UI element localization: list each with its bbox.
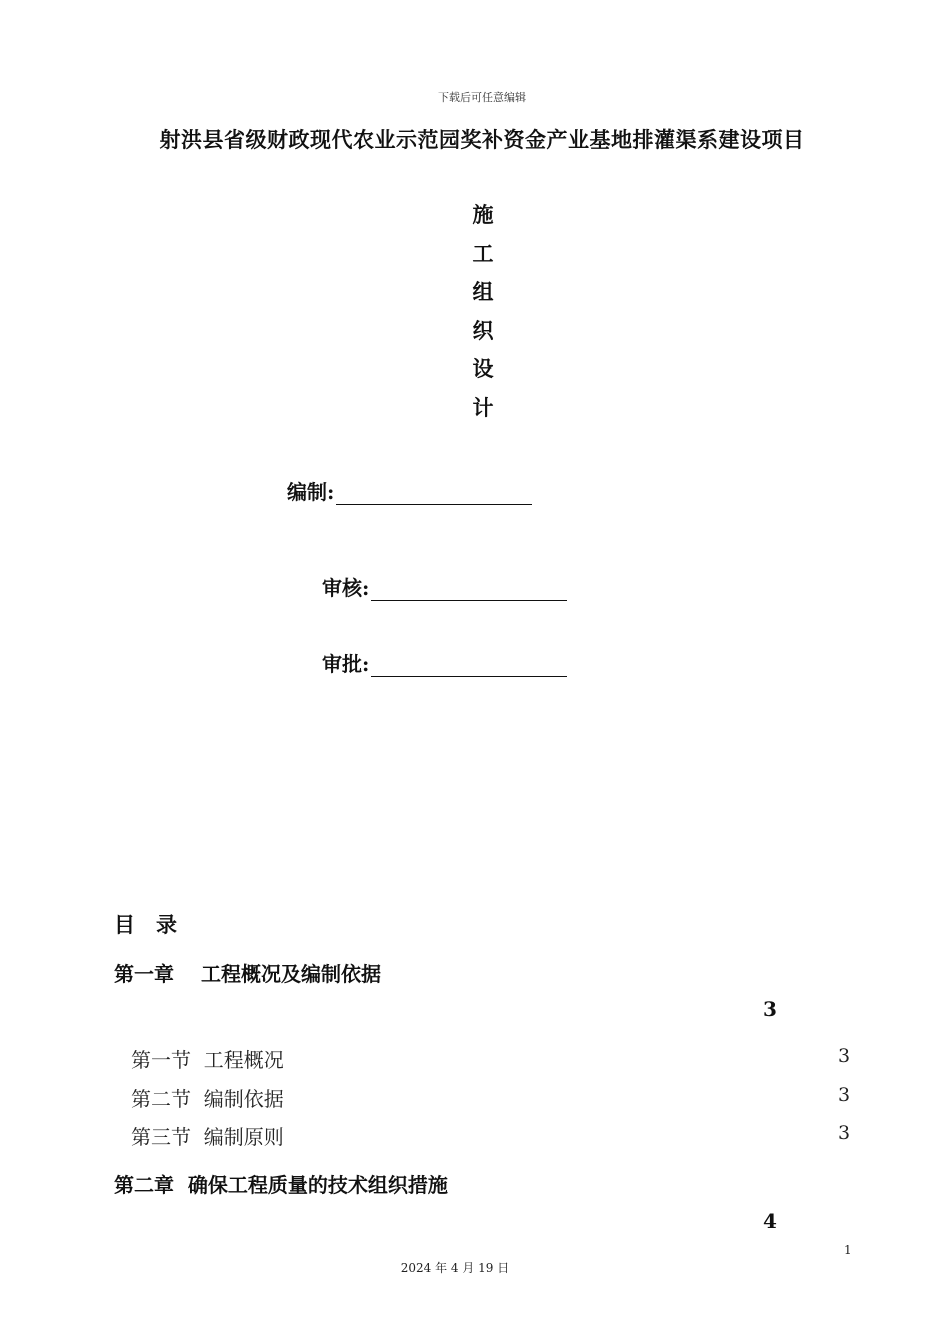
review-label: 审核: — [322, 576, 370, 600]
compile-label: 编制: — [287, 480, 335, 504]
toc-section-1-page: 3 — [838, 1045, 851, 1067]
toc-chapter-1: 第一章 工程概况及编制依据 — [114, 962, 381, 986]
approve-blank-line — [371, 654, 567, 677]
vertical-title-char: 组 — [472, 279, 494, 304]
vertical-title-char: 施 — [472, 202, 494, 227]
toc-section-2-page: 3 — [838, 1084, 851, 1106]
toc-section-3-page: 3 — [838, 1122, 851, 1144]
vertical-title-char: 计 — [472, 394, 494, 420]
toc-chapter-2-page: 4 — [763, 1209, 777, 1233]
page-number: 1 — [844, 1243, 852, 1257]
review-blank-line — [371, 578, 567, 601]
approve-signature — [322, 648, 567, 677]
toc-chapter-2: 第二章 确保工程质量的技术组织措施 — [114, 1173, 448, 1197]
vertical-title-char: 织 — [472, 317, 494, 343]
toc-heading: 目 录 — [114, 912, 177, 937]
approve-label: 审批: — [322, 652, 370, 676]
header-note: 下载后可任意编辑 — [438, 91, 526, 104]
footer-date: 2024 年 4 月 19 日 — [400, 1261, 510, 1275]
toc-chapter-1-page: 3 — [763, 997, 777, 1021]
compile-blank-line — [336, 482, 532, 505]
toc-section-1: 第一节 工程概况 — [131, 1048, 284, 1072]
toc-section-2: 第二节 编制依据 — [131, 1087, 284, 1111]
vertical-title — [467, 196, 499, 427]
vertical-title-char: 工 — [472, 240, 494, 266]
document-title: 射洪县省级财政现代农业示范园奖补资金产业基地排灌渠系建设项目 — [159, 127, 805, 152]
toc-section-3: 第三节 编制原则 — [131, 1125, 284, 1149]
vertical-title-char: 设 — [472, 356, 494, 381]
compile-signature — [287, 476, 532, 505]
review-signature — [322, 572, 567, 601]
